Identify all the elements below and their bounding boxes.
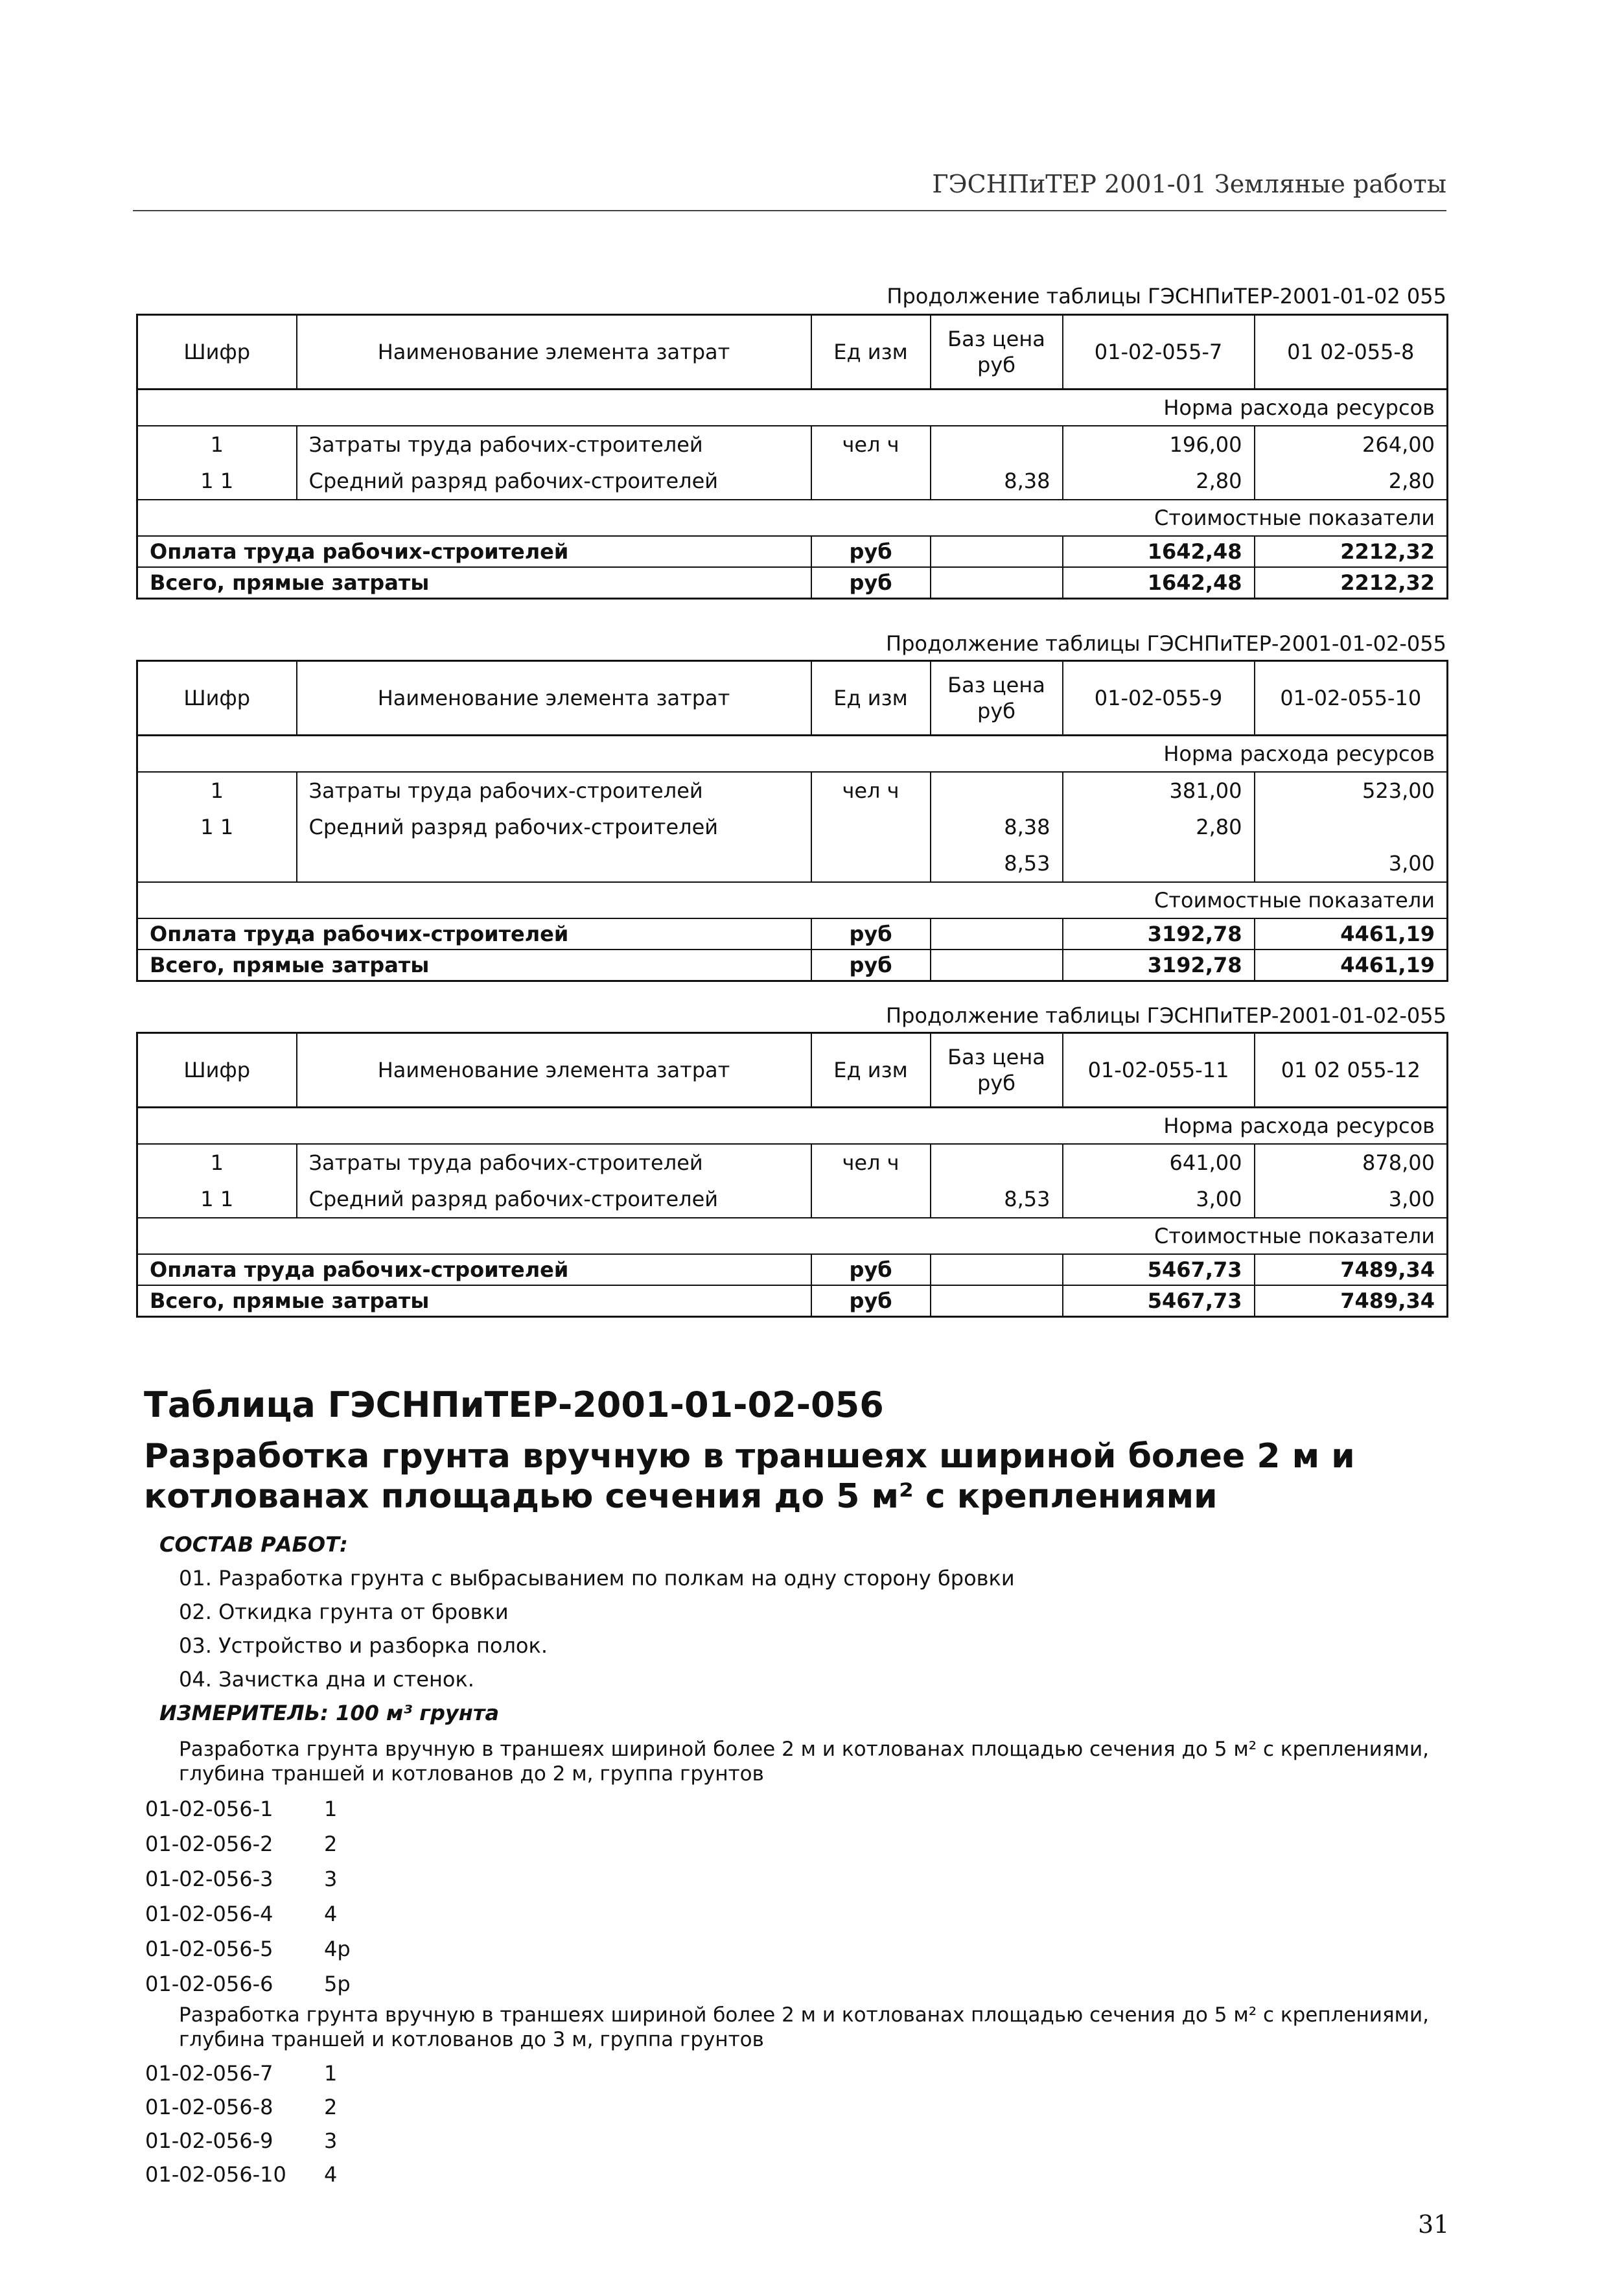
col-code-a: 01-02-055-11 <box>1063 1033 1255 1108</box>
sum-row: Оплата труда рабочих-строителей руб 3192,78 4461,19 <box>137 918 1448 950</box>
table-1-continuation: Продолжение таблицы ГЭСНПиТЕР-2001-01-02 055 <box>887 284 1446 309</box>
table-row: 8,53 3,00 <box>137 845 1448 882</box>
code-item: 01-02-056-1 <box>145 1797 273 1821</box>
group-1-description: Разработка грунта вручную в траншеях шириной более 2 м и котлованах площадью сечения до 5 м² с креплениями, глубина траншей и котлованов до 2 м, группа грунтов <box>179 1738 1429 1786</box>
code-value: 5р <box>324 1972 351 1996</box>
section-subtitle-1: Разработка грунта вручную в траншеях шириной более 2 м и <box>144 1437 1355 1476</box>
col-shifr: Шифр <box>137 1033 297 1108</box>
cost-label: Стоимостные показатели <box>137 1218 1448 1254</box>
col-shifr: Шифр <box>137 315 297 390</box>
table-2-continuation: Продолжение таблицы ГЭСНПиТЕР-2001-01-02-055 <box>886 631 1446 656</box>
code-item: 01-02-056-3 <box>145 1867 273 1891</box>
code-value: 3 <box>324 1867 338 1891</box>
work-item: 02. Откидка грунта от бровки <box>179 1600 509 1624</box>
izmeritel: ИЗМЕРИТЕЛЬ: 100 м³ грунта <box>159 1701 500 1725</box>
sum-row: Всего, прямые затраты руб 5467,73 7489,34 <box>137 1285 1448 1317</box>
table-row: 1 1 Средний разряд рабочих-строителей 8,53 3,00 3,00 <box>137 1181 1448 1218</box>
section-title: Таблица ГЭСНПиТЕР-2001-01-02-056 <box>144 1384 884 1425</box>
sum-row: Оплата труда рабочих-строителей руб 5467,73 7489,34 <box>137 1254 1448 1285</box>
work-item: 01. Разработка грунта с выбрасыванием по полкам на одну сторону бровки <box>179 1566 1015 1591</box>
col-unit: Ед изм <box>811 1033 931 1108</box>
table-3-continuation: Продолжение таблицы ГЭСНПиТЕР-2001-01-02-055 <box>886 1003 1446 1028</box>
col-code-b: 01 02-055-8 <box>1255 315 1448 390</box>
work-item: 03. Устройство и разборка полок. <box>179 1633 548 1658</box>
section-subtitle-2: котлованах площадью сечения до 5 м² с креплениями <box>144 1477 1218 1516</box>
code-item: 01-02-056-5 <box>145 1937 273 1961</box>
norm-label: Норма расхода ресурсов <box>137 736 1448 773</box>
col-unit: Ед изм <box>811 661 931 736</box>
code-value: 1 <box>324 2061 338 2086</box>
table-row: 1 Затраты труда рабочих-строителей чел ч 381,00 523,00 <box>137 772 1448 809</box>
code-value: 4 <box>324 1902 338 1926</box>
code-item: 01-02-056-7 <box>145 2061 273 2086</box>
col-price: Баз цена руб <box>931 1033 1063 1108</box>
sum-row: Всего, прямые затраты руб 3192,78 4461,19 <box>137 950 1448 981</box>
table-row: 1 Затраты труда рабочих-строителей чел ч 641,00 878,00 <box>137 1144 1448 1181</box>
code-value: 4р <box>324 1937 351 1961</box>
code-item: 01-02-056-10 <box>145 2162 286 2187</box>
norm-label: Норма расхода ресурсов <box>137 390 1448 426</box>
sostav-label: СОСТАВ РАБОТ: <box>159 1532 348 1557</box>
code-item: 01-02-056-9 <box>145 2128 273 2153</box>
col-code-b: 01-02-055-10 <box>1255 661 1448 736</box>
col-unit: Ед изм <box>811 315 931 390</box>
col-price: Баз цена руб <box>931 661 1063 736</box>
col-price: Баз цена руб <box>931 315 1063 390</box>
col-name: Наименование элемента затрат <box>297 1033 811 1108</box>
col-code-b: 01 02 055-12 <box>1255 1033 1448 1108</box>
running-header: ГЭСНПиТЕР 2001-01 Земляные работы <box>932 170 1446 198</box>
code-value: 3 <box>324 2128 338 2153</box>
header-rule <box>133 210 1446 211</box>
col-name: Наименование элемента затрат <box>297 315 811 390</box>
col-code-a: 01-02-055-7 <box>1063 315 1255 390</box>
table-row: 1 1 Средний разряд рабочих-строителей 8,38 2,80 2,80 <box>137 463 1448 500</box>
page-number: 31 <box>1418 2210 1450 2239</box>
norm-label: Норма расхода ресурсов <box>137 1108 1448 1145</box>
code-value: 2 <box>324 2095 338 2119</box>
col-shifr: Шифр <box>137 661 297 736</box>
code-item: 01-02-056-6 <box>145 1972 273 1996</box>
cost-label: Стоимостные показатели <box>137 882 1448 918</box>
code-value: 1 <box>324 1797 338 1821</box>
table-3 <box>136 1032 1448 1318</box>
sum-row: Всего, прямые затраты руб 1642,48 2212,32 <box>137 567 1448 599</box>
group-2-description: Разработка грунта вручную в траншеях шириной более 2 м и котлованах площадью сечения до 5 м² с креплениями, глубина траншей и котлованов до 3 м, группа грунтов <box>179 2003 1429 2051</box>
code-value: 4 <box>324 2162 338 2187</box>
cost-label: Стоимостные показатели <box>137 500 1448 536</box>
table-row: 1 Затраты труда рабочих-строителей чел ч 196,00 264,00 <box>137 426 1448 463</box>
table-row: 1 1 Средний разряд рабочих-строителей 8,38 2,80 <box>137 809 1448 845</box>
table-2 <box>136 660 1448 982</box>
code-item: 01-02-056-8 <box>145 2095 273 2119</box>
work-item: 04. Зачистка дна и стенок. <box>179 1667 474 1692</box>
sum-row: Оплата труда рабочих-строителей руб 1642,48 2212,32 <box>137 536 1448 567</box>
table-1 <box>136 314 1448 600</box>
col-code-a: 01-02-055-9 <box>1063 661 1255 736</box>
code-item: 01-02-056-4 <box>145 1902 273 1926</box>
code-item: 01-02-056-2 <box>145 1832 273 1856</box>
code-value: 2 <box>324 1832 338 1856</box>
col-name: Наименование элемента затрат <box>297 661 811 736</box>
